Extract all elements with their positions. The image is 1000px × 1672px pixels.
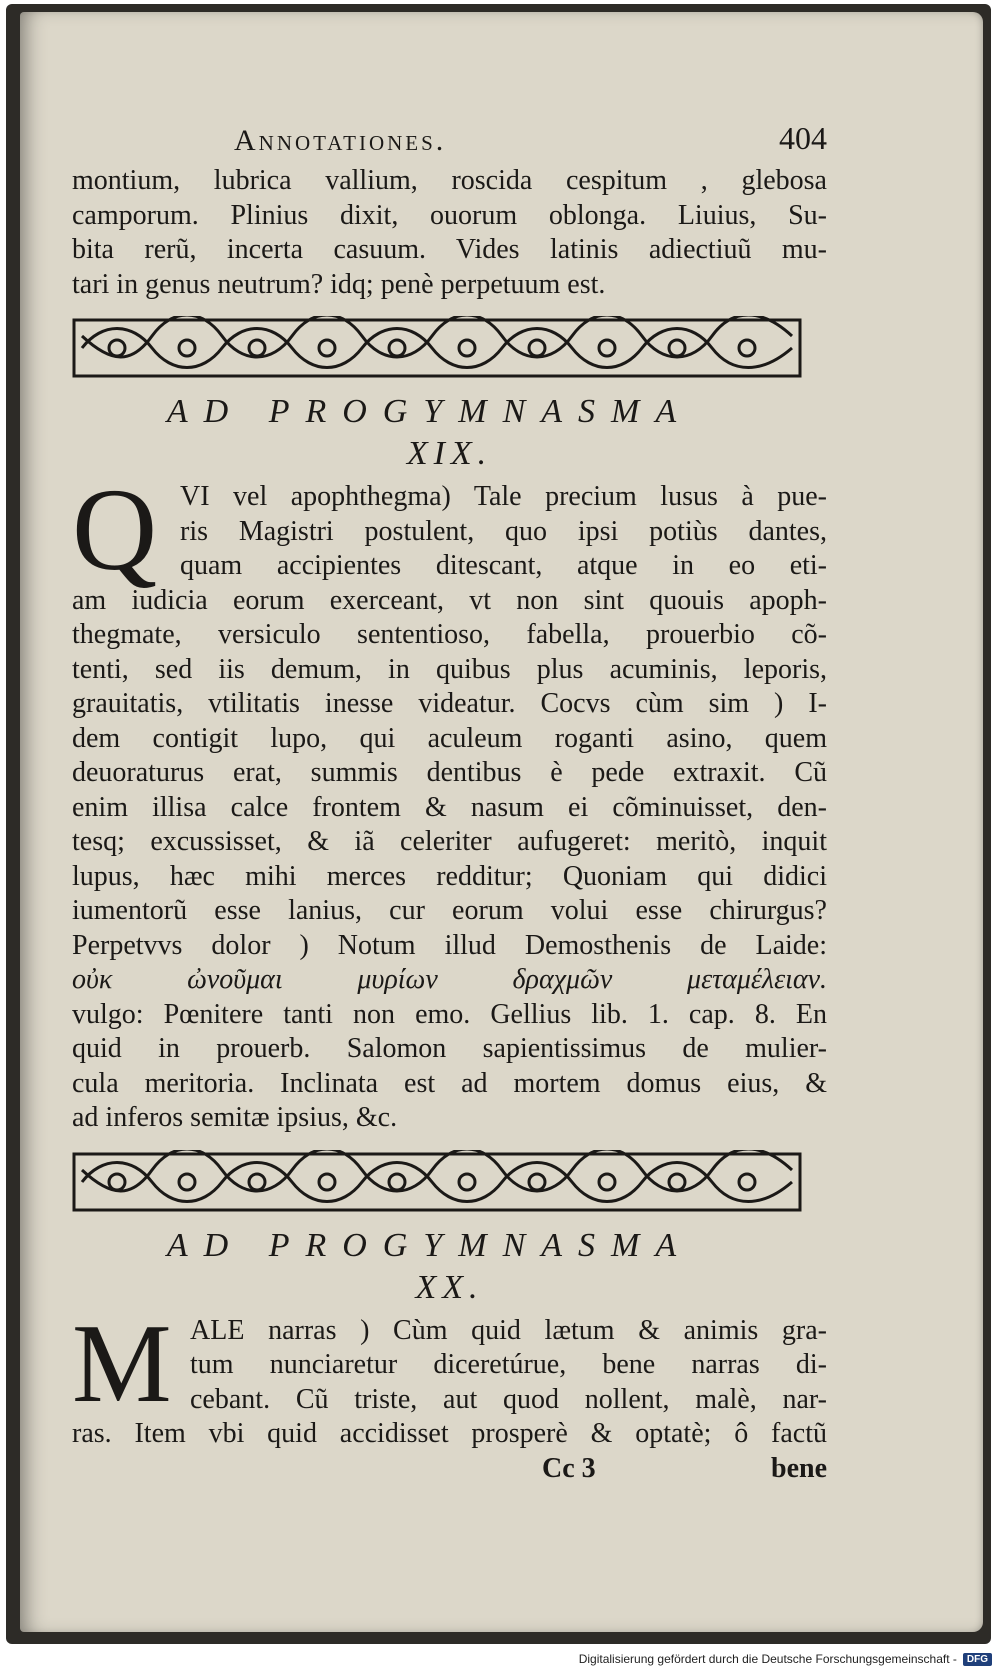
text-line: quam accipientes ditescant, atque in eo eti- [180,550,827,581]
credit-text: Digitalisierung gefördert durch die Deutsche Forschungsgemeinschaft - [578,1652,957,1666]
text-line: montium, lubrica vallium, roscida cespitum , glebosa [72,165,827,196]
text-line: vulgo: Pœnitere tanti non emo. Gellius lib. 1. cap. 8. En [72,998,827,1030]
text-line: quid in prouerb. Salomon sapientissimus de mulier- [72,1033,827,1064]
ornament-border [72,1150,802,1214]
text-line: VI vel apophthegma) Tale precium lusus à pue- [180,481,827,512]
text-line: tum nunciaretur diceretúrue, bene narras di- [190,1349,827,1380]
ornament-border [72,316,802,380]
drop-cap: Q [72,464,158,595]
text-line: thegmate, versiculo sententioso, fabella, prouerbio cõ- [72,619,827,650]
intro-paragraph [72,164,827,302]
section-heading: AD PROGYMNASMA [166,393,693,430]
drop-cap: M [72,1301,172,1426]
text-line: cula meritoria. Inclinata est ad mortem domus eius, & [72,1067,827,1099]
section-heading: AD PROGYMNASMA [166,1226,693,1264]
ornament-scroll-icon [72,316,802,380]
text-line: iumentorũ esse lanius, cur eorum volui esse chirurgus? [72,895,827,926]
section-number: XIX. [406,435,493,472]
running-head [72,120,827,164]
text-line: tenti, sed iis demum, in quibus plus acuminis, leporis, [72,653,827,685]
text-line: enim illisa calce frontem & nasum ei cõminuisset, den- [72,791,827,823]
section-paragraph [72,464,827,1136]
section-paragraph [72,1301,827,1452]
page-number: 404 [779,120,827,156]
text-line: lupus, hæc mihi merces redditur; Quoniam qui didici [72,860,827,892]
running-title: Annotationes. [234,124,447,157]
text-line: ad inferos semitæ ipsius, &c. [72,1102,398,1133]
book-page [20,12,983,1632]
greek-quote-line: οὐκ ὠνοῦμαι μυρίων δραχμῶν μεταμέλειαν. [72,964,827,995]
text-line: ALE narras ) Cùm quid lætum & animis gra- [190,1314,827,1346]
text-line: grauitatis, vtilitatis inesse videatur. Cocvs cùm sim ) I- [72,688,827,719]
dfg-logo: DFG [963,1653,992,1666]
page-footer [72,1452,827,1486]
text-line: Perpetvvs dolor ) Notum illud Demosthenis de Laide: [72,929,827,961]
text-line: bita rerũ, incerta casuum. Vides latinis adiectiuũ mu- [72,234,827,265]
text-line: tari in genus neutrum? idq; penè perpetuum est. [72,268,606,300]
section-number: XX. [415,1268,484,1306]
text-line: cebant. Cũ triste, aut quod nollent, malè, nar- [190,1383,827,1415]
text-line: deuoraturus erat, summis dentibus è pede extraxit. Cũ [72,757,827,788]
ornament-scroll-icon [72,1150,802,1214]
book-scan [6,4,991,1644]
digitization-credit [579,1652,992,1666]
text-line: camporum. Plinius dixit, ouorum oblonga. Liuius, Su- [72,199,827,231]
text-block [72,120,827,1486]
catchword: bene [771,1452,827,1484]
signature-mark: Cc 3 [542,1452,596,1484]
text-line: ras. Item vbi quid accidisset prosperè & optatè; ô factũ [72,1418,827,1449]
text-line: tesq; excussisset, & iã celeriter aufugeret: meritò, inquit [72,826,827,857]
text-line: ris Magistri postulent, quo ipsi potiùs dantes, [180,515,827,547]
text-line: dem contigit lupo, qui aculeum roganti asino, quem [72,722,827,754]
text-line: am iudicia eorum exerceant, vt non sint quouis apoph- [72,584,827,616]
